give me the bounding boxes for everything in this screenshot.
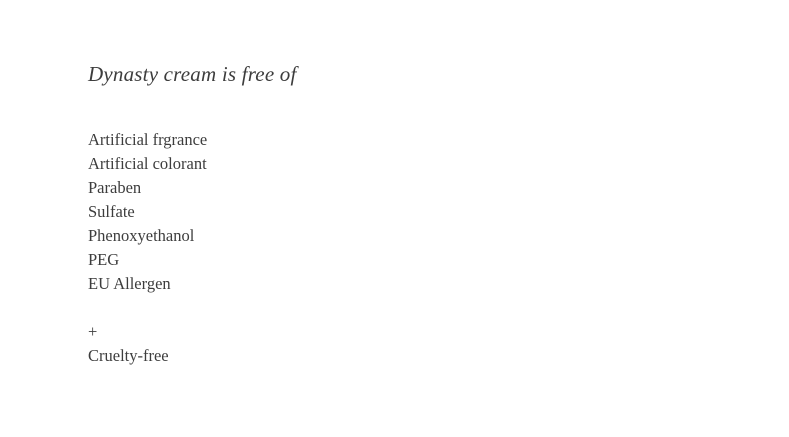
free-of-item: Paraben [88, 178, 142, 197]
cruelty-free-item: Cruelty-free [88, 346, 169, 365]
free-of-item: PEG [88, 250, 120, 269]
page-title: Dynasty cream is free of [88, 62, 297, 86]
free-of-item: EU Allergen [88, 274, 171, 293]
free-of-item: Phenoxyethanol [88, 226, 195, 245]
plus-sign: + [88, 322, 98, 341]
free-of-item: Artificial colorant [88, 154, 207, 173]
free-of-list [88, 128, 729, 368]
free-of-item: Artificial frgrance [88, 130, 208, 149]
free-of-item: Sulfate [88, 202, 135, 221]
